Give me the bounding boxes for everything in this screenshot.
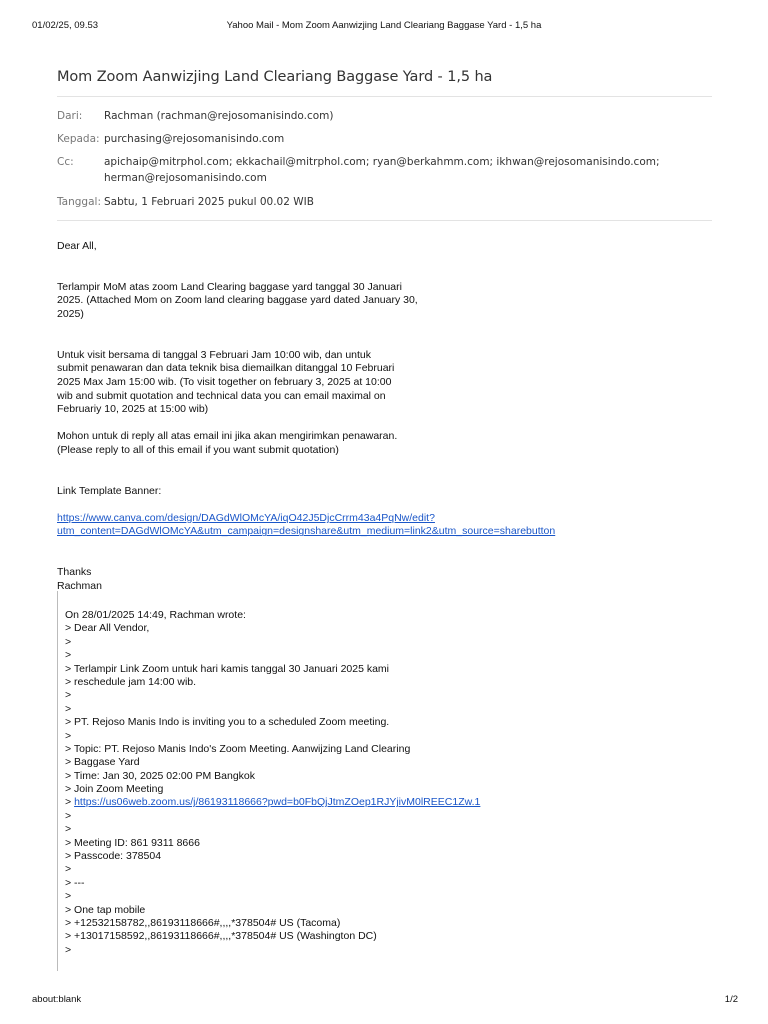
para2-line: 2025 Max Jam 15:00 wib. (To visit together on february 3, 2025 at 10:00 [57, 375, 392, 388]
quote-line: > Terlampir Link Zoom untuk hari kamis tanggal 30 Januari 2025 kami [65, 662, 390, 675]
canva-link[interactable] [57, 512, 657, 539]
from-value[interactable]: Rachman (rachman@rejosomanisindo.com) [104, 110, 334, 122]
from-label: Dari: [57, 110, 83, 122]
divider [57, 220, 712, 221]
quote-line: > [65, 890, 72, 903]
quote-line: > [65, 823, 72, 836]
print-url: about:blank [32, 994, 82, 1005]
quote-line: > [65, 702, 72, 715]
date-value: Sabtu, 1 Februari 2025 pukul 00.02 WIB [104, 196, 314, 208]
quote-line: On 28/01/2025 14:49, Rachman wrote: [65, 609, 246, 621]
para2-line: submit penawaran dan data teknik bisa diemailkan ditanggal 10 Februari [57, 362, 395, 375]
quote-line: > [65, 809, 72, 822]
quote-line: > [65, 943, 72, 956]
para1-line: 2025. (Attached Mom on Zoom land clearing baggase yard dated January 30, [57, 294, 418, 307]
quote-line: > Dear All Vendor, [65, 622, 150, 635]
quote-line: > Meeting ID: 861 9311 8666 [65, 836, 200, 849]
quote-line: > Baggase Yard [65, 756, 140, 769]
quote-line: > PT. Rejoso Manis Indo is inviting you to a scheduled Zoom meeting. [65, 716, 390, 729]
quote-line: > Time: Jan 30, 2025 02:00 PM Bangkok [65, 769, 255, 782]
cc-value-line1[interactable]: apichaip@mitrphol.com; ekkachail@mitrphol.com; ryan@berkahmm.com; ikhwan@rejosomanisindo.com; [104, 156, 660, 168]
quote-line: > [65, 729, 72, 742]
quote-prefix: > [65, 796, 75, 809]
quote-line: > [65, 863, 72, 876]
canva-link-line2[interactable]: utm_content=DAGdWlOMcYA&utm_campaign=designshare&utm_medium=link2&utm_source=sharebutton [57, 525, 556, 538]
email-body [57, 240, 657, 593]
quote-line: > Join Zoom Meeting [65, 783, 164, 796]
zoom-link-line [65, 796, 617, 809]
quote-line: > reschedule jam 14:00 wib. [65, 675, 197, 688]
cc-label: Cc: [57, 156, 74, 168]
para2-line: Untuk visit bersama di tanggal 3 Februari Jam 10:00 wib, dan untuk [57, 348, 372, 361]
quoted-message [57, 591, 617, 971]
divider [57, 96, 712, 97]
quote-line: > [65, 649, 72, 662]
date-label: Tanggal: [57, 196, 101, 208]
quote-line: > --- [65, 876, 85, 889]
zoom-meeting-link[interactable]: https://us06web.zoom.us/j/86193118666?pwd=b0FbQjJtmZOep1RJYjivM0lREEC1Zw.1 [74, 796, 481, 809]
thanks: Thanks [57, 566, 92, 579]
link-label: Link Template Banner: [57, 484, 162, 497]
to-label: Kepada: [57, 133, 100, 145]
quote-line: > +12532158782,,86193118666#,,,,*378504# US (Tacoma) [65, 916, 341, 929]
para1-line: 2025) [57, 307, 84, 320]
quote-line: > +13017158592,,86193118666#,,,,*378504# US (Washington DC) [65, 930, 377, 943]
quote-line: > Passcode: 378504 [65, 850, 162, 863]
greeting: Dear All, [57, 240, 97, 252]
email-subject: Mom Zoom Aanwizjing Land Cleariang Baggase Yard - 1,5 ha [57, 69, 493, 85]
quote-line: > One tap mobile [65, 903, 146, 916]
print-page-title: Yahoo Mail - Mom Zoom Aanwizjing Land Cleariang Baggase Yard - 1,5 ha [226, 20, 542, 31]
print-datetime: 01/02/25, 09.53 [32, 20, 99, 31]
para3-line: (Please reply to all of this email if you want submit quotation) [57, 443, 339, 456]
para3-line: Mohon untuk di reply all atas email ini jika akan mengirimkan penawaran. [57, 430, 398, 443]
quote-line: > Topic: PT. Rejoso Manis Indo's Zoom Meeting. Aanwijzing Land Clearing [65, 742, 411, 755]
para2-line: Februariy 10, 2025 at 15:00 wib) [57, 403, 209, 416]
para2-line: wib and submit quotation and technical data you can email maximal on [57, 389, 386, 402]
quote-line: > [65, 689, 72, 702]
to-value[interactable]: purchasing@rejosomanisindo.com [104, 133, 285, 145]
print-header [0, 20, 768, 34]
cc-value-line2[interactable]: herman@rejosomanisindo.com [104, 172, 267, 184]
signature: Rachman [57, 579, 102, 592]
canva-link-line1[interactable]: https://www.canva.com/design/DAGdWlOMcYA/iqO42J5DjcCrrm43a4PqNw/edit? [57, 511, 435, 524]
para1-line: Terlampir MoM atas zoom Land Clearing baggase yard tanggal 30 Januari [57, 280, 402, 293]
quote-line: > [65, 635, 72, 648]
page-number: 1/2 [724, 994, 738, 1005]
